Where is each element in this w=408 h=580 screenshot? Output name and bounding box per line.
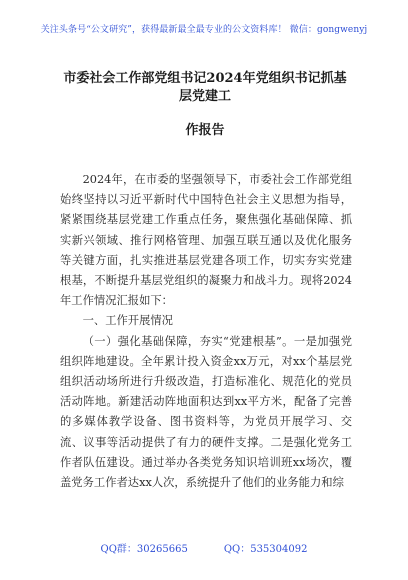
footer-qq-group: QQ群：30265665	[100, 544, 188, 555]
header-banner: 关注头条号“公文研究”，获得最新最全最专业的公文资料库！ 微信：gongwenyj	[40, 25, 368, 35]
footer-qq: QQ：535304092	[223, 544, 308, 555]
body-paragraph: （一）强化基础保障，夯实“党建根基”。一是加强党组织阵地建设。全年累计投入资金xx万元，对xx个基层党组织活动场所进行升级改造，打造标准化、规范化的党员活动阵地。新建活动阵地面积达到xx平方米，配备了完善的多媒体教学设备、图书资料等，为党员开展学习、交流、议事等活动提供了有力的硬件支撑。二是强化党务工作者队伍建设。通过举办各类党务知识培训班xx场次，覆盖党务工作者达xx人次，系统提升了他们的业务能力和综	[60, 334, 352, 490]
title-line-2: 作报告	[185, 123, 225, 138]
section-heading: 一、工作开展情况	[82, 314, 173, 328]
document-title	[60, 70, 350, 174]
intro-paragraph: 2024年，在市委的坚强领导下，市委社会工作部党组始终坚持以习近平新时代中国特色社会主义思想为指导，紧紧围绕基层党建工作重点任务，聚焦强化基础保障、抓实新兴领域、推行网格管理、加强互联互通以及优化服务等关键方面，扎实推进基层党建各项工作，切实夯实党建根基，不断提升基层党组织的凝聚力和战斗力。现将2024年工作情况汇报如下：	[60, 173, 352, 308]
title-line-1: 市委社会工作部党组书记2024年党组织书记抓基层党建工	[63, 71, 347, 104]
document-body	[60, 170, 352, 493]
footer-contact	[0, 540, 408, 555]
